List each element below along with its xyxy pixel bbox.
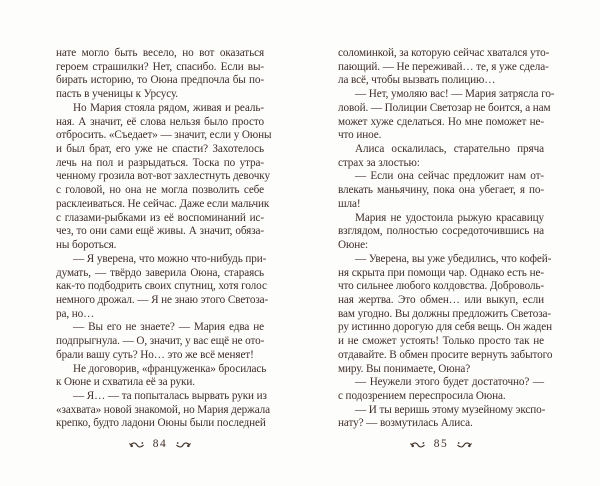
text-line: пасть в ученицы к Урсусу.	[56, 88, 179, 101]
text-line: ная жертва. Это обмен… или выкуп, если	[338, 293, 544, 306]
text-line: — И ты веришь этому музейному экспо-	[355, 403, 546, 416]
text-line: отдавайте. В обмен просите вернуть забытого	[338, 348, 553, 361]
text-line: ловой. — Полиции Светозар не боится, а нам	[338, 101, 551, 114]
text-line: что иное.	[338, 129, 382, 142]
text-line: что сильнее любого колдовства. Доброволь-	[338, 280, 545, 293]
text-line: отбросить. «Съедает» — значит, если у Оюны	[56, 129, 272, 142]
text-line: ная. А значит, её слова нельзя было просто	[56, 115, 264, 128]
text-line: ру истинно дорогую для себя вещь. Он жаден	[338, 321, 552, 334]
text-line: нате могло быть весело, но вот оказаться	[56, 47, 264, 59]
text-line: вам угодно. Вы должны предложить Светоза-	[338, 307, 552, 320]
text-line: взглядом, полностью сосредоточившись на	[338, 225, 544, 238]
page-number: 85	[433, 438, 449, 450]
text-line: — Я уверена, что можно что-нибудь при-	[73, 252, 267, 265]
right-page-text	[338, 47, 555, 431]
text-line: пающий. — Не переживай… те, я уже сдела-	[338, 60, 549, 73]
text-line: с глазами-рыбками из её воспоминаний ис-	[56, 211, 264, 224]
left-page-text	[56, 47, 272, 431]
text-line: и был брат, его уже не спасти? Захотелось	[56, 143, 264, 156]
text-line: ра, но…	[56, 307, 95, 320]
text-line: «захвата» новой знакомой, но Мария держала	[56, 403, 271, 416]
text-line: — Я… — та попыталась вырвать руки из	[73, 389, 267, 402]
text-line: шла!	[338, 197, 361, 210]
text-line: ны бороться.	[56, 239, 117, 252]
text-line: и не сможет устоять! Только просто так не	[338, 335, 544, 348]
text-line: героем страшилки? Нет, спасибо. Если вы-	[56, 60, 264, 73]
text-line: брали вашу суть? Но… это же всё меняет!	[56, 348, 254, 361]
text-line: может хуже сделаться. Но мне поможет не-	[338, 115, 544, 128]
text-line: — Неужели этого будет достаточно? —	[355, 376, 544, 389]
text-line: Оюне:	[338, 239, 368, 252]
text-line: страх за злостью:	[338, 156, 420, 169]
leaf-flourish-icon	[176, 440, 191, 449]
text-line: — Уверена, вы уже убедились, что кофей-	[355, 252, 552, 265]
text-line: к Оюне и схватила её за руки.	[56, 376, 195, 389]
text-line: думать, — твёрдо заверила Оюна, стараясь	[56, 266, 264, 279]
right-page-footer	[338, 436, 544, 452]
page-number: 84	[152, 438, 168, 450]
text-line: Мария не удостоила рыжую красавицу	[355, 211, 544, 224]
text-line: — Нет, умоляю вас! — Мария затрясла го-	[355, 88, 555, 101]
text-line: Но Мария стояла рядом, живая и реаль-	[73, 101, 264, 114]
text-line: соломинкой, за которую сейчас хватался уто-	[338, 47, 550, 59]
text-line: с головой, но она не могла позволить себе	[56, 184, 264, 197]
text-line: подпрыгнула. — О, значит, у вас ещё не ото-	[56, 335, 265, 348]
text-line: лечь на пол и разрыдаться. Тоска по утра-	[56, 156, 264, 169]
leaf-flourish-icon	[410, 440, 425, 449]
text-line: влекать маньячину, пока она убегает, я по-	[338, 184, 544, 197]
text-line: как-то подбодрить своих спутниц, хотя голос	[56, 280, 267, 293]
text-line: ня скрыта при помощи чар. Однако есть не-	[338, 266, 544, 279]
text-line: с подозрением переспросила Оюна.	[338, 389, 506, 402]
leaf-flourish-icon	[129, 440, 144, 449]
leaf-flourish-icon	[457, 440, 472, 449]
text-line: — Если она сейчас предложит нам от-	[355, 170, 544, 183]
text-line: миру. Вы понимаете, Оюна?	[338, 362, 471, 375]
text-line: чез, то они сами ещё живы. А значит, обяза-	[56, 225, 264, 238]
left-page-footer	[56, 436, 264, 452]
text-line: расклеиваться. Не сейчас. Даже если мальчик	[56, 197, 270, 210]
text-line: бирать историю, то Оюна предпочла бы по-	[56, 74, 264, 87]
text-line: немного дрожал. — Я не знаю этого Светоза-	[56, 293, 269, 306]
text-line: Не договорив, «француженка» бросилась	[73, 362, 267, 375]
text-line: Алиса оскалилась, старательно пряча	[355, 143, 544, 156]
text-line: — Вы его не знаете? — Мария едва не	[73, 321, 264, 334]
text-line: крепко, будто ладони Оюны были последней	[56, 417, 266, 430]
text-line: нату? — возмутилась Алиса.	[338, 417, 473, 430]
text-line: ла всё, чтобы вызвать полицию…	[338, 74, 496, 87]
text-line: ченному грозила вот-вот захлестнуть девочку	[56, 170, 270, 183]
